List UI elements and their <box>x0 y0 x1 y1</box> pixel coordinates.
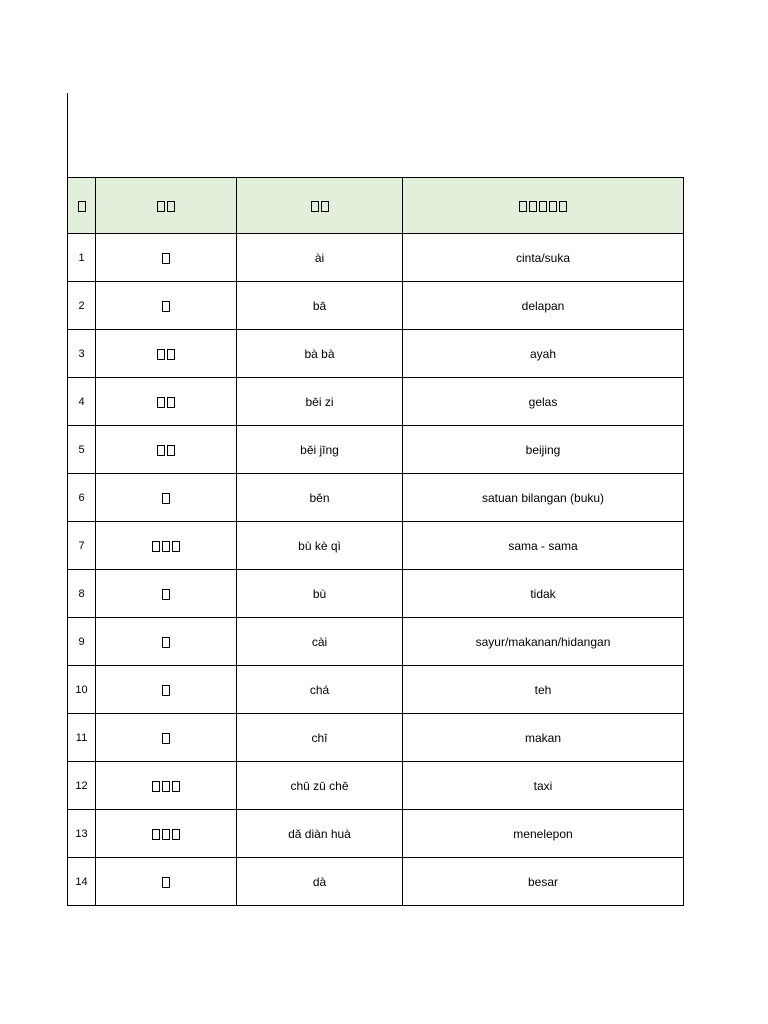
missing-glyph-box <box>549 201 557 212</box>
missing-glyph-box <box>162 253 170 264</box>
page-margin-line <box>67 93 68 178</box>
missing-glyph-box <box>172 829 180 840</box>
missing-glyph-box <box>157 445 165 456</box>
cell-meaning: ayah <box>403 330 684 378</box>
cell-hanzi <box>96 474 237 522</box>
cell-no: 2 <box>68 282 96 330</box>
table-row <box>68 570 684 618</box>
cell-meaning: cinta/suka <box>403 234 684 282</box>
missing-glyph-box <box>162 877 170 888</box>
cell-pinyin: dǎ diàn huà <box>237 810 403 858</box>
cell-no: 14 <box>68 858 96 906</box>
cell-hanzi <box>96 570 237 618</box>
missing-glyph-box <box>152 781 160 792</box>
cell-hanzi <box>96 762 237 810</box>
missing-glyph-box <box>167 201 175 212</box>
cell-pinyin: chá <box>237 666 403 714</box>
header-pinyin <box>237 178 403 234</box>
header-no-glyphs <box>77 198 87 213</box>
missing-glyph-box <box>157 201 165 212</box>
cell-hanzi <box>96 618 237 666</box>
cell-hanzi <box>96 234 237 282</box>
header-pinyin-glyphs <box>310 198 330 213</box>
missing-glyph-box <box>162 733 170 744</box>
vocabulary-table <box>67 177 684 906</box>
missing-glyph-box <box>162 301 170 312</box>
cell-no: 10 <box>68 666 96 714</box>
cell-no: 9 <box>68 618 96 666</box>
cell-pinyin: bà bà <box>237 330 403 378</box>
cell-meaning: menelepon <box>403 810 684 858</box>
cell-meaning: sayur/makanan/hidangan <box>403 618 684 666</box>
missing-glyph-box <box>167 397 175 408</box>
cell-meaning: satuan bilangan (buku) <box>403 474 684 522</box>
table-row <box>68 858 684 906</box>
cell-pinyin: cài <box>237 618 403 666</box>
cell-hanzi <box>96 282 237 330</box>
missing-glyph-box <box>152 829 160 840</box>
cell-meaning: teh <box>403 666 684 714</box>
missing-glyph-box <box>162 493 170 504</box>
cell-meaning: besar <box>403 858 684 906</box>
table-row <box>68 378 684 426</box>
missing-glyph-box <box>162 829 170 840</box>
cell-meaning: gelas <box>403 378 684 426</box>
missing-glyph-box <box>162 541 170 552</box>
missing-glyph-box <box>559 201 567 212</box>
cell-no: 6 <box>68 474 96 522</box>
cell-pinyin: běi jīng <box>237 426 403 474</box>
cell-meaning: tidak <box>403 570 684 618</box>
missing-glyph-box <box>311 201 319 212</box>
cell-hanzi <box>96 858 237 906</box>
cell-no: 4 <box>68 378 96 426</box>
cell-no: 13 <box>68 810 96 858</box>
cell-pinyin: běn <box>237 474 403 522</box>
missing-glyph-box <box>162 589 170 600</box>
cell-hanzi <box>96 666 237 714</box>
missing-glyph-box <box>167 349 175 360</box>
missing-glyph-box <box>529 201 537 212</box>
cell-pinyin: ài <box>237 234 403 282</box>
header-meaning <box>403 178 684 234</box>
table-row <box>68 618 684 666</box>
missing-glyph-box <box>157 397 165 408</box>
cell-meaning: beijing <box>403 426 684 474</box>
table-row <box>68 282 684 330</box>
table-row <box>68 762 684 810</box>
cell-hanzi <box>96 330 237 378</box>
table-header-row <box>68 178 684 234</box>
missing-glyph-box <box>162 637 170 648</box>
cell-no: 5 <box>68 426 96 474</box>
missing-glyph-box <box>321 201 329 212</box>
cell-meaning: makan <box>403 714 684 762</box>
cell-pinyin: bù kè qì <box>237 522 403 570</box>
header-hanzi <box>96 178 237 234</box>
cell-pinyin: bù <box>237 570 403 618</box>
missing-glyph-box <box>539 201 547 212</box>
cell-meaning: sama - sama <box>403 522 684 570</box>
table-row <box>68 234 684 282</box>
cell-pinyin: chū zū chē <box>237 762 403 810</box>
cell-no: 7 <box>68 522 96 570</box>
table-row <box>68 714 684 762</box>
missing-glyph-box <box>172 781 180 792</box>
cell-hanzi <box>96 426 237 474</box>
missing-glyph-box <box>519 201 527 212</box>
cell-pinyin: chī <box>237 714 403 762</box>
cell-no: 12 <box>68 762 96 810</box>
cell-no: 8 <box>68 570 96 618</box>
cell-pinyin: dà <box>237 858 403 906</box>
cell-hanzi <box>96 378 237 426</box>
cell-no: 11 <box>68 714 96 762</box>
missing-glyph-box <box>157 349 165 360</box>
missing-glyph-box <box>162 781 170 792</box>
cell-hanzi <box>96 810 237 858</box>
table-row <box>68 666 684 714</box>
table-row <box>68 522 684 570</box>
table-body <box>68 234 684 906</box>
cell-no: 3 <box>68 330 96 378</box>
cell-hanzi <box>96 714 237 762</box>
missing-glyph-box <box>152 541 160 552</box>
missing-glyph-box <box>162 685 170 696</box>
header-meaning-glyphs <box>518 198 568 213</box>
missing-glyph-box <box>172 541 180 552</box>
missing-glyph-box <box>167 445 175 456</box>
table-row <box>68 426 684 474</box>
missing-glyph-box <box>78 201 86 212</box>
cell-hanzi <box>96 522 237 570</box>
cell-pinyin: bēi zi <box>237 378 403 426</box>
header-hanzi-glyphs <box>156 198 176 213</box>
table-row <box>68 330 684 378</box>
table-row <box>68 474 684 522</box>
cell-no: 1 <box>68 234 96 282</box>
table-row <box>68 810 684 858</box>
header-no <box>68 178 96 234</box>
cell-meaning: delapan <box>403 282 684 330</box>
cell-meaning: taxi <box>403 762 684 810</box>
cell-pinyin: bā <box>237 282 403 330</box>
